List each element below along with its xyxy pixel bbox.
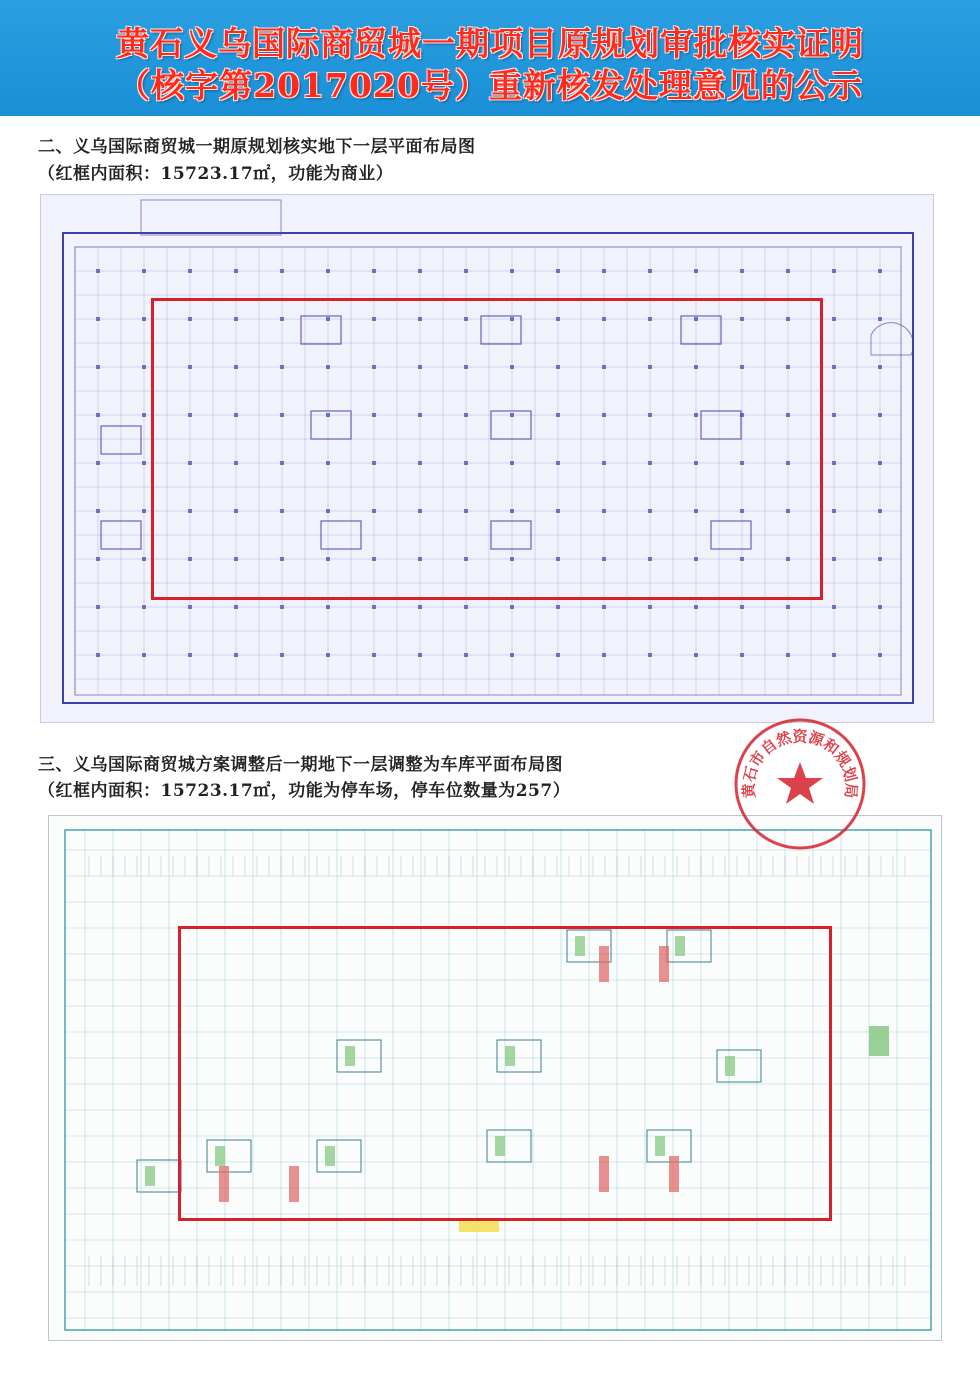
title-line-2: （核字第2017020号）重新核发处理意见的公示: [117, 66, 863, 105]
highlight-frame-commercial: [151, 298, 823, 600]
official-seal: [730, 714, 870, 854]
adjusted-garage-plan: [48, 815, 942, 1341]
seal-graphic: [730, 714, 870, 854]
seal-text: 黄石市自然资源和规划局: [739, 727, 861, 799]
section2-heading: 二、义乌国际商贸城一期原规划核实地下一层平面布局图: [38, 137, 476, 157]
highlight-frame-parking: [178, 926, 832, 1221]
section3-heading: 三、义乌国际商贸城方案调整后一期地下一层调整为车库平面布局图: [38, 755, 563, 775]
title-line-1: 黄石义乌国际商贸城一期项目原规划审批核实证明: [116, 24, 864, 63]
title-banner: [0, 0, 980, 116]
star-icon: [777, 762, 823, 804]
section2-note: （红框内面积：15723.17㎡，功能为商业）: [38, 164, 394, 184]
original-floor-plan: [40, 194, 934, 723]
section3-note: （红框内面积：15723.17㎡，功能为停车场，停车位数量为257）: [38, 781, 571, 801]
